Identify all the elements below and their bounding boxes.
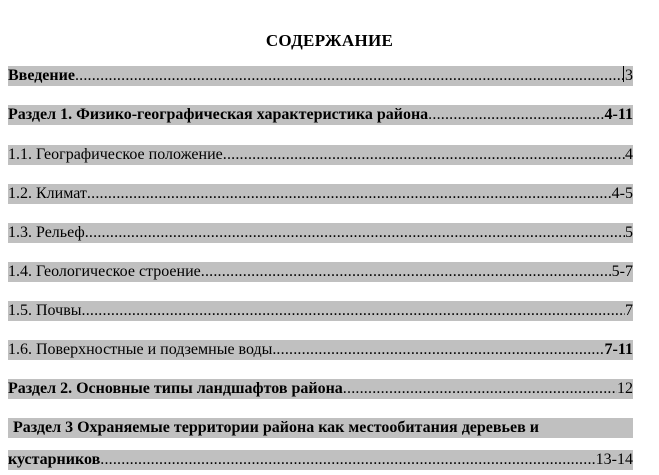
dot-leader <box>75 66 623 86</box>
toc-entry-1-1[interactable] <box>8 145 633 165</box>
toc-entry-page: 7-11 <box>604 341 633 358</box>
toc-entry-label: 1.2. Климат <box>8 185 87 202</box>
toc-entry-label: кустарников <box>8 451 101 468</box>
toc-entry-1-5[interactable] <box>8 301 633 321</box>
toc-entry-page: 12 <box>617 380 633 397</box>
dot-leader <box>223 145 625 165</box>
toc-entry-label: Раздел 3 Охраняемые территории района как местообитания деревьев и <box>13 419 539 436</box>
toc-entry-label: 1.5. Почвы <box>8 302 82 319</box>
toc-entry-label: 1.6. Поверхностные и подземные воды. <box>8 341 277 358</box>
dot-leader <box>343 379 617 399</box>
toc-entry-label: Раздел 2. Основные типы ландшафтов района <box>8 380 343 397</box>
toc-entry-section-2[interactable] <box>8 379 633 399</box>
toc-entry-page: 4-11 <box>604 106 633 123</box>
toc-entry-page: 4-5 <box>611 185 633 202</box>
toc-entry-introduction[interactable] <box>8 66 633 86</box>
toc-entry-1-2[interactable] <box>8 184 633 204</box>
dot-leader <box>87 184 612 204</box>
toc-entry-page: 7 <box>625 302 633 319</box>
toc-entry-label: Раздел 1. Физико-географическая характеристика района <box>8 106 429 123</box>
toc-entry-section-3-line-2[interactable] <box>8 450 633 470</box>
toc-entry-page: 5-7 <box>611 263 633 280</box>
toc-entry-1-4[interactable] <box>8 262 633 282</box>
toc-title: СОДЕРЖАНИЕ <box>265 31 394 50</box>
dot-leader <box>85 223 625 243</box>
toc-entry-1-3[interactable] <box>8 223 633 243</box>
dot-leader <box>201 262 612 282</box>
toc-entry-label: Введение <box>8 67 75 84</box>
toc-entry-label: 1.1. Географическое положение <box>8 146 223 163</box>
toc-entry-page: 5 <box>625 224 633 241</box>
dot-leader <box>276 340 604 360</box>
dot-leader <box>100 450 595 470</box>
toc-entry-section-3-line-1[interactable] <box>8 418 633 438</box>
toc-entry-page: 4 <box>625 146 633 163</box>
toc-entry-section-1[interactable] <box>8 105 633 125</box>
toc-entry-1-6[interactable] <box>8 340 633 360</box>
toc-entry-page <box>623 66 633 86</box>
toc-entry-label: 1.4. Геологическое строение <box>8 263 201 280</box>
dot-leader <box>428 105 604 125</box>
toc-entry-page: 13-14 <box>595 451 633 468</box>
text-cursor <box>623 66 624 82</box>
dot-leader <box>82 301 626 321</box>
toc-entry-label: 1.3. Рельеф <box>8 224 85 241</box>
toc-entry-page-number: 3 <box>625 67 633 84</box>
